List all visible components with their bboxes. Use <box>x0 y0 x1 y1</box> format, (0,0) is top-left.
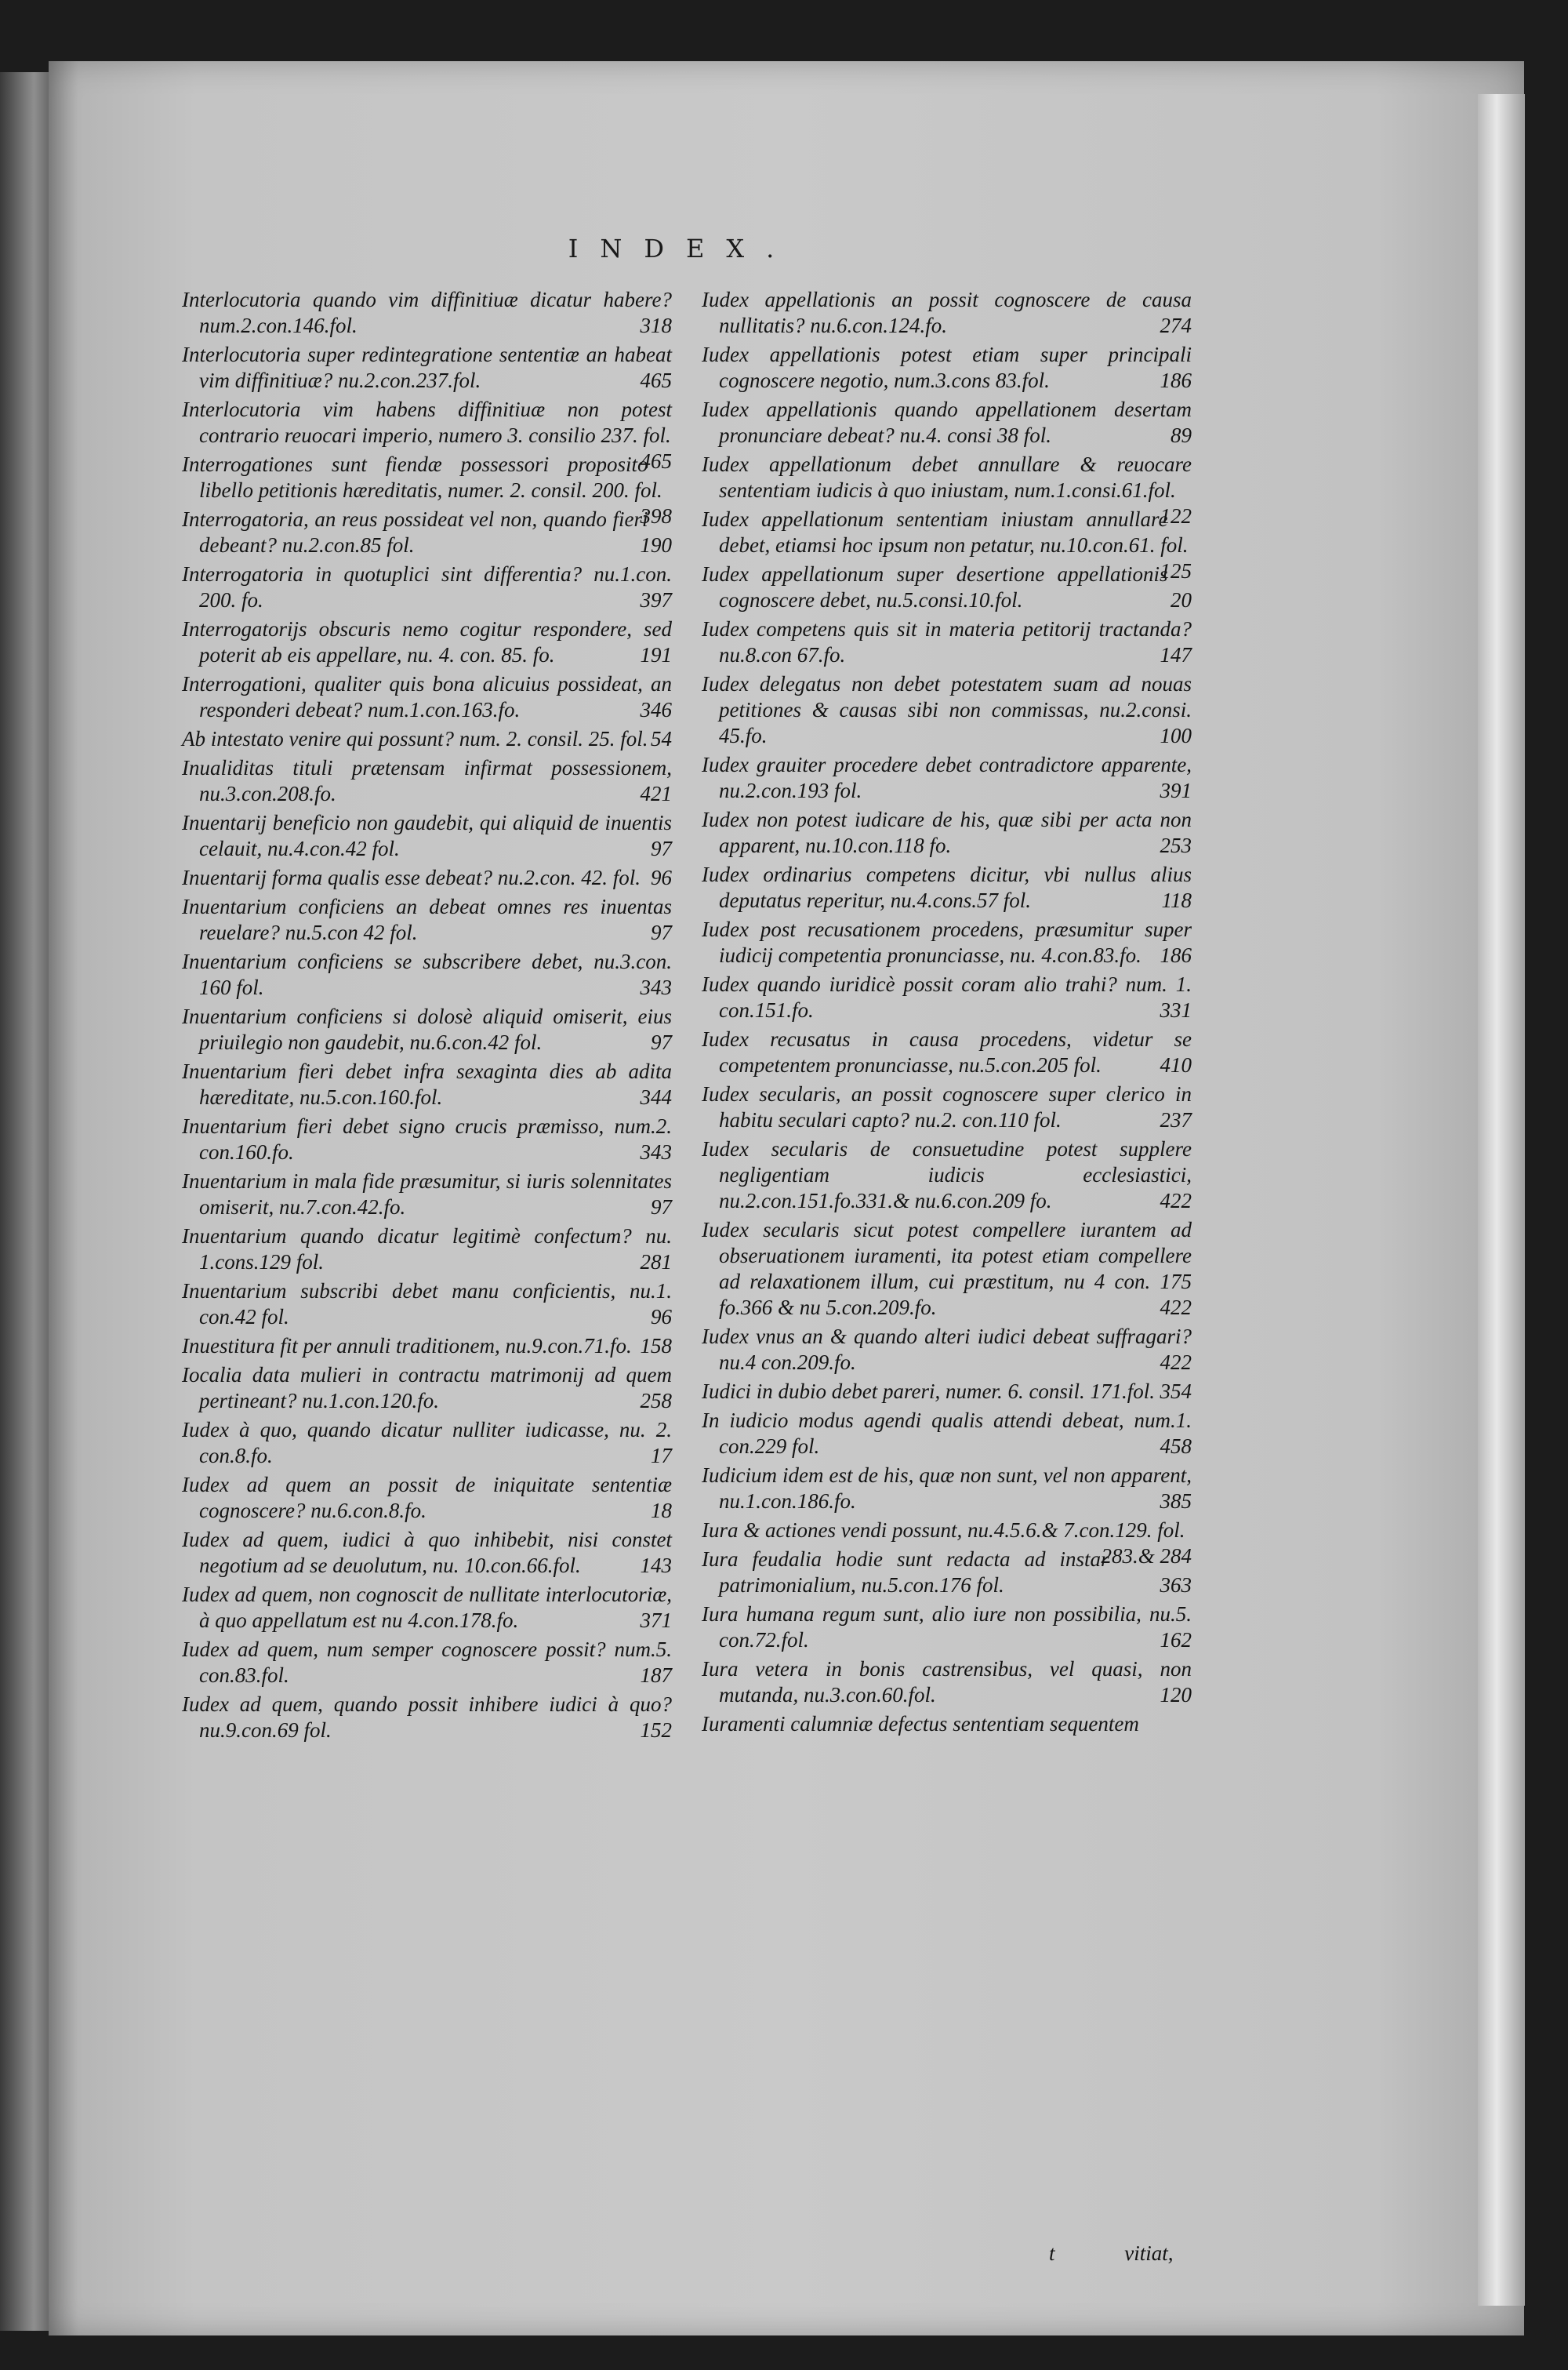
entry-text: Iuramenti calumniæ defectus sententiam sequentem <box>702 1712 1139 1736</box>
entry-text: Inuentarium conficiens si dolosè aliquid omiserit, eius priuilegio non gaudebit, nu.6.con.42 fol. <box>182 1005 672 1054</box>
page-reference: 422 <box>1160 1189 1192 1212</box>
page-reference: 89 <box>1171 423 1192 447</box>
entry-text: Iura humana regum sunt, alio iure non possibilia, nu.5. con.72.fol. <box>702 1602 1192 1652</box>
entry-text: In iudicio modus agendi qualis attendi debeat, num.1. con.229 fol. <box>702 1409 1192 1458</box>
page-reference: 118 <box>1161 889 1192 912</box>
entry-text: Interrogationes sunt fiendæ possessori proposito libello petitionis hæreditatis, numer. 2. consil. 200. fol. <box>182 453 662 502</box>
entry-text: Iudex grauiter procedere debet contradictore apparente, nu.2.con.193 fol. <box>702 753 1192 802</box>
index-entry <box>702 1027 1192 1078</box>
page-reference: 343 <box>640 1140 672 1164</box>
catchword: vitiat, <box>1124 2241 1174 2265</box>
page-reference: 97 <box>651 837 672 860</box>
index-column-left <box>182 287 672 1747</box>
entry-text: Iudex appellationis potest etiam super principali cognoscere negotio, num.3.cons 83.fol. <box>702 343 1192 392</box>
entry-text: Inuestitura fit per annuli traditionem, nu.9.con.71.fo. <box>182 1334 632 1358</box>
index-entry <box>702 342 1192 394</box>
entry-text: Iudex secularis de consuetudine potest supplere negligentiam iudicis ecclesiastici, nu.2.con.151.fo.331.& nu.6.con.209 fo. <box>702 1137 1192 1212</box>
page-reference: 421 <box>640 782 672 805</box>
running-head: INDEX. <box>568 234 797 264</box>
entry-text: Iudex post recusationem procedens, præsumitur super iudicij competentia pronunciasse, nu. 4.con.83.fo. <box>702 918 1192 967</box>
index-entry <box>702 1324 1192 1376</box>
index-entry <box>702 1656 1192 1708</box>
entry-text: Iudex appellationum debet annullare & reuocare sententiam iudicis à quo iniustam, num.1.consi.61.fol. <box>702 453 1192 502</box>
entry-text: Ab intestato venire qui possunt? num. 2. consil. 25. fol. <box>182 727 648 751</box>
index-entry <box>182 397 672 473</box>
entry-text: Iudex appellationum super desertione appellationis cognoscere debet, nu.5.consi.10.fol. <box>702 562 1168 612</box>
entry-text: Inuentarium conficiens se subscribere debet, nu.3.con. 160 fol. <box>182 950 672 999</box>
index-entry <box>182 894 672 946</box>
entry-text: Iudex non potest iudicare de his, quæ sibi per acta non apparent, nu.10.con.118 fo. <box>702 808 1192 857</box>
entry-text: Iudex ad quem, quando possit inhibere iudici à quo? nu.9.con.69 fol. <box>182 1692 672 1742</box>
index-entry <box>702 862 1192 914</box>
entry-text: Interrogatoria in quotuplici sint differentia? nu.1.con. 200. fo. <box>182 562 672 612</box>
index-entry <box>702 1217 1192 1321</box>
page-reference: 186 <box>1160 943 1192 967</box>
index-entry <box>702 1711 1192 1737</box>
entry-text: Inuentarium in mala fide præsumitur, si iuris solennitates omiserit, nu.7.con.42.fo. <box>182 1169 672 1219</box>
page-reference: 100 <box>1160 724 1192 747</box>
index-entry <box>182 507 672 558</box>
entry-text: Iudex delegatus non debet potestatem suam ad nouas petitiones & causas sibi non commissas, nu.2.consi. 45.fo. <box>702 672 1192 747</box>
entry-text: Iudex à quo, quando dicatur nulliter iudicasse, nu. 2. con.8.fo. <box>182 1418 672 1467</box>
page-reference: 465 <box>640 369 672 392</box>
page-reference: 346 <box>640 698 672 722</box>
entry-text: Iudex ad quem, num semper cognoscere possit? num.5. con.83.fol. <box>182 1638 672 1687</box>
page-reference: 281 <box>640 1250 672 1274</box>
entry-text: Inuentarium quando dicatur legitimè confectum? nu. 1.cons.129 fol. <box>182 1224 672 1274</box>
page-edge-stack <box>1478 94 1525 2306</box>
page-reference: 363 <box>1160 1573 1192 1597</box>
page-reference: 422 <box>1160 1350 1192 1374</box>
index-entry <box>182 865 672 891</box>
page-reference: 398 <box>640 504 672 528</box>
index-entry <box>702 671 1192 749</box>
entry-text: Iudex secularis sicut potest compellere iurantem ad obseruationem iuramenti, ita potest etiam compellere ad relaxationem illum, cui præstitum, nu 4 con. 175 fo.366 & nu 5.con.209.fo. <box>702 1218 1192 1319</box>
entry-text: Iudex secularis, an possit cognoscere super clerico in habitu seculari capto? nu.2. con.110 fol. <box>702 1082 1192 1132</box>
page-reference: 96 <box>651 1305 672 1329</box>
index-entry <box>702 1463 1192 1514</box>
index-entry <box>182 287 672 339</box>
index-entry <box>702 1379 1192 1405</box>
page-reference: 186 <box>1160 369 1192 392</box>
page-reference: 120 <box>1160 1683 1192 1707</box>
entry-text: Iudex appellationis quando appellationem desertam pronunciare debeat? nu.4. consi 38 fol. <box>702 398 1192 447</box>
index-entry <box>182 1362 672 1414</box>
entry-text: Iudex ad quem an possit de iniquitate sententiæ cognoscere? nu.6.con.8.fo. <box>182 1473 672 1522</box>
page-reference: 18 <box>651 1499 672 1522</box>
index-entry <box>702 287 1192 339</box>
index-entry <box>182 810 672 862</box>
index-entry <box>182 1637 672 1688</box>
index-entry <box>702 562 1192 613</box>
page-reference: 122 <box>1160 504 1192 528</box>
page-reference: 410 <box>1160 1053 1192 1077</box>
index-entry <box>182 452 672 528</box>
index-entry <box>182 671 672 723</box>
entry-text: Interrogationi, qualiter quis bona alicuius possideat, an responderi debeat? num.1.con.163.fo. <box>182 672 672 722</box>
page-reference: 187 <box>640 1663 672 1687</box>
entry-text: Interrogatoria, an reus possideat vel non, quando fieri debeant? nu.2.con.85 fol. <box>182 507 648 557</box>
page-reference: 97 <box>651 921 672 944</box>
page-reference: 17 <box>651 1444 672 1467</box>
index-entry <box>182 1114 672 1165</box>
index-entry <box>182 755 672 807</box>
page-reference: 343 <box>640 976 672 999</box>
page-reference: 391 <box>1160 779 1192 802</box>
page-reference: 96 <box>651 866 672 889</box>
index-entry <box>182 616 672 668</box>
entry-text: Iudex appellationis an possit cognoscere de causa nullitatis? nu.6.con.124.fo. <box>702 288 1192 337</box>
page-reference: 465 <box>640 449 672 473</box>
entry-text: Iudici in dubio debet pareri, numer. 6. consil. 171.fol. <box>702 1379 1155 1403</box>
entry-text: Iudex quando iuridicè possit coram alio trahi? num. 1. con.151.fo. <box>702 972 1192 1022</box>
entry-text: Iocalia data mulieri in contractu matrimonij ad quem pertineant? nu.1.con.120.fo. <box>182 1363 672 1412</box>
index-entry <box>702 752 1192 804</box>
page-reference: 331 <box>1160 998 1192 1022</box>
page-reference: 237 <box>1160 1108 1192 1132</box>
page-reference: 283.& 284 <box>1101 1544 1192 1568</box>
page-reference: 143 <box>640 1554 672 1577</box>
index-column-right <box>702 287 1192 1740</box>
page-reference: 274 <box>1160 314 1192 337</box>
page-reference: 397 <box>640 588 672 612</box>
page-reference: 190 <box>640 533 672 557</box>
entry-text: Inuentarij forma qualis esse debeat? nu.2.con. 42. fol. <box>182 866 641 889</box>
index-entry <box>182 1527 672 1579</box>
page-reference: 371 <box>640 1608 672 1632</box>
entry-text: Interlocutoria quando vim diffinitiuæ dicatur habere? num.2.con.146.fol. <box>182 288 672 337</box>
index-entry <box>182 1417 672 1469</box>
entry-text: Iudicium idem est de his, quæ non sunt, vel non apparent, nu.1.con.186.fo. <box>702 1463 1192 1513</box>
index-entry <box>182 1582 672 1634</box>
page-reference: 97 <box>651 1195 672 1219</box>
index-entry <box>702 1136 1192 1214</box>
page-reference: 97 <box>651 1031 672 1054</box>
entry-text: Iudex ad quem, iudici à quo inhibebit, nisi constet negotium ad se deuolutum, nu. 10.con.66.fol. <box>182 1528 672 1577</box>
signature-mark: t <box>1049 2241 1055 2265</box>
entry-text: Iura & actiones vendi possunt, nu.4.5.6.& 7.con.129. fol. <box>702 1518 1185 1542</box>
index-entry <box>182 1223 672 1275</box>
page-reference: 422 <box>1160 1296 1192 1319</box>
index-entry <box>702 917 1192 969</box>
index-entry <box>702 616 1192 668</box>
page-reference: 20 <box>1171 588 1192 612</box>
entry-text: Iura vetera in bonis castrensibus, vel quasi, non mutanda, nu.3.con.60.fol. <box>702 1657 1192 1707</box>
index-entry <box>182 949 672 1001</box>
entry-text: Iura feudalia hodie sunt redacta ad instar patrimonialium, nu.5.con.176 fol. <box>702 1547 1109 1597</box>
index-entry <box>182 1692 672 1743</box>
page-reference: 385 <box>1160 1489 1192 1513</box>
entry-text: Interlocutoria vim habens diffinitiuæ non potest contrario reuocari imperio, numero 3. consilio 237. fol. <box>182 398 672 447</box>
index-entry <box>702 507 1192 583</box>
entry-text: Inuentarium fieri debet signo crucis præmisso, num.2. con.160.fo. <box>182 1114 672 1164</box>
index-entry <box>702 1408 1192 1459</box>
entry-text: Inuentarium conficiens an debeat omnes res inuentas reuelare? nu.5.con 42 fol. <box>182 895 672 944</box>
index-entry <box>182 562 672 613</box>
index-entry <box>702 397 1192 449</box>
index-entry <box>702 1081 1192 1133</box>
index-entry <box>182 1059 672 1110</box>
previous-page-edge <box>0 72 49 2331</box>
page-reference: 125 <box>1160 559 1192 583</box>
entry-text: Interrogatorijs obscuris nemo cogitur respondere, sed poterit ab eis appellare, nu. 4. con. 85. fo. <box>182 617 672 667</box>
index-entry <box>182 1333 672 1359</box>
entry-text: Inuentarium subscribi debet manu conficientis, nu.1. con.42 fol. <box>182 1279 672 1329</box>
index-entry <box>702 1518 1192 1568</box>
page-reference: 162 <box>1160 1628 1192 1652</box>
page-reference: 54 <box>651 727 672 751</box>
index-entry <box>702 452 1192 528</box>
entry-text: Iudex vnus an & quando alteri iudici debeat suffragari? nu.4 con.209.fo. <box>702 1325 1192 1374</box>
catchword-line <box>1049 2241 1174 2266</box>
entry-text: Iudex competens quis sit in materia petitorij tractanda? nu.8.con 67.fo. <box>702 617 1192 667</box>
page-reference: 354 <box>1160 1379 1192 1403</box>
page-reference: 318 <box>640 314 672 337</box>
page-reference: 152 <box>640 1718 672 1742</box>
index-entry <box>182 1169 672 1220</box>
page-reference: 344 <box>640 1085 672 1109</box>
page-reference: 258 <box>640 1389 672 1412</box>
entry-text: Iudex ad quem, non cognoscit de nullitate interlocutoriæ, à quo appellatum est nu 4.con.178.fo. <box>182 1583 672 1632</box>
index-entry <box>702 972 1192 1023</box>
entry-text: Interlocutoria super redintegratione sententiæ an habeat vim diffinitiuæ? nu.2.con.237.fol. <box>182 343 672 392</box>
page-reference: 158 <box>640 1334 672 1358</box>
page-reference: 147 <box>1160 643 1192 667</box>
entry-text: Iudex ordinarius competens dicitur, vbi nullus alius deputatus reperitur, nu.4.cons.57 fol. <box>702 863 1192 912</box>
index-entry <box>702 1601 1192 1653</box>
page-reference: 253 <box>1160 834 1192 857</box>
index-entry <box>182 726 672 752</box>
index-entry <box>182 1278 672 1330</box>
index-entry <box>702 1547 1192 1598</box>
index-entry <box>182 1472 672 1524</box>
entry-text: Iudex recusatus in causa procedens, videtur se competentem pronunciasse, nu.5.con.205 fol. <box>702 1027 1192 1077</box>
entry-text: Inualiditas tituli prætensam infirmat possessionem, nu.3.con.208.fo. <box>182 756 672 805</box>
page-reference: 191 <box>640 643 672 667</box>
entry-text: Inuentarij beneficio non gaudebit, qui aliquid de inuentis celauit, nu.4.con.42 fol. <box>182 811 672 860</box>
entry-text: Iudex appellationum sententiam iniustam annullare debet, etiamsi hoc ipsum non petatur, nu.10.con.61. fol. <box>702 507 1189 557</box>
index-entry <box>182 1004 672 1056</box>
page-reference: 458 <box>1160 1434 1192 1458</box>
index-entry <box>702 807 1192 859</box>
entry-text: Inuentarium fieri debet infra sexaginta dies ab adita hæreditate, nu.5.con.160.fol. <box>182 1060 672 1109</box>
index-entry <box>182 342 672 394</box>
